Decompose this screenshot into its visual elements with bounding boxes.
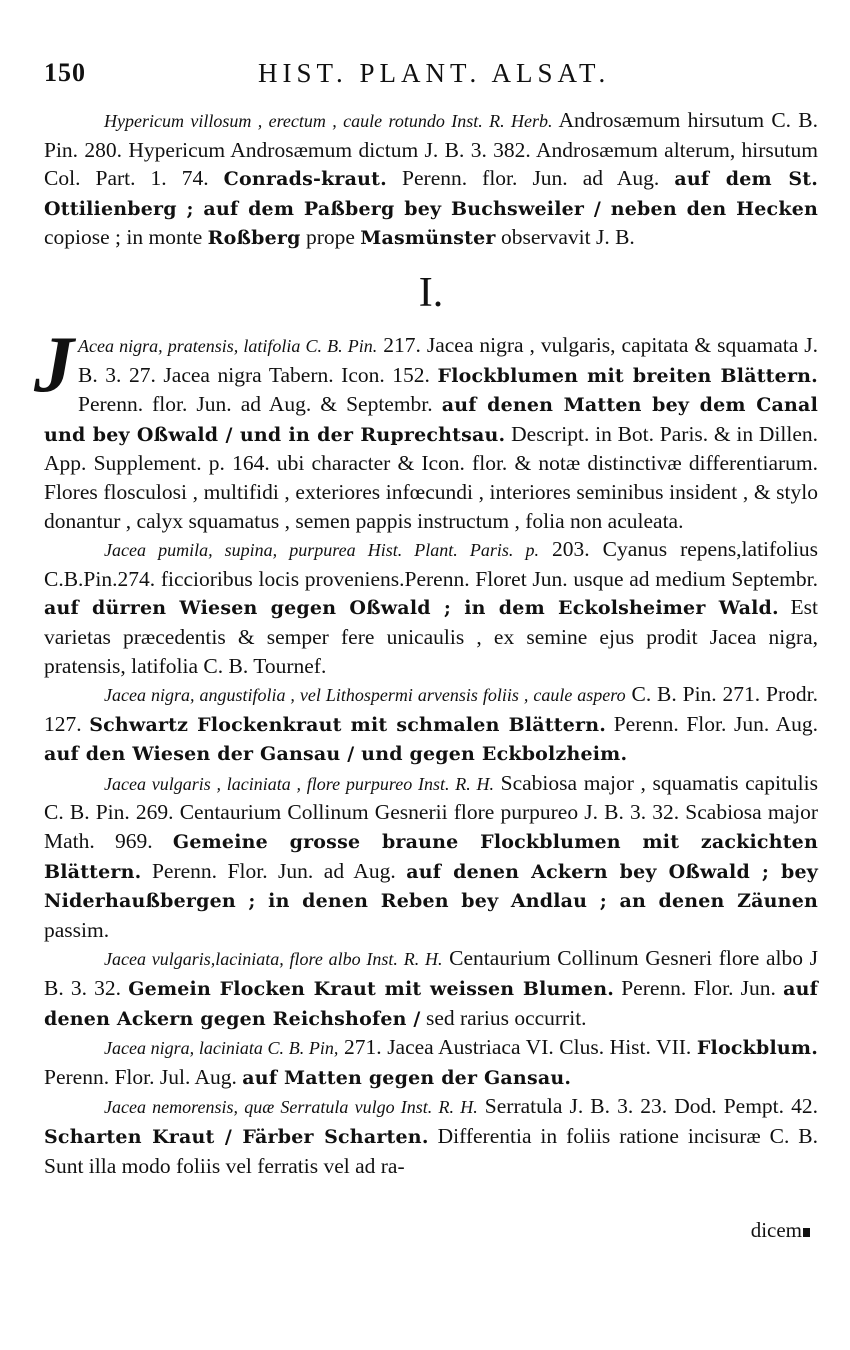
entry-text: observavit J. B. bbox=[501, 225, 635, 250]
german-name: Schwartz Flockenkraut mit schmalen Blättern. bbox=[89, 713, 607, 736]
german-locality: auf denen Ackern bey Oßwald ; bey Niderhaußbergen ; in denen Reben bey Andlau ; an denen Zäunen bbox=[44, 860, 819, 913]
entry-text: 217. Jacea nigra , vulgaris, capitata & squamata J. B. 3. 27. Jacea nigra Tabern. Icon. 152. bbox=[78, 332, 818, 387]
drop-capital: J bbox=[34, 320, 74, 409]
entry-text: Perenn. flor. Jun. ad Aug. bbox=[402, 166, 660, 191]
catchword-mark bbox=[803, 1228, 810, 1237]
catchword bbox=[751, 1218, 810, 1243]
entry-jacea-nigra bbox=[34, 320, 819, 535]
entry-text: Perenn. Flor. Jun. Aug. bbox=[613, 711, 818, 736]
entry-text: Differentia in foliis ratione incisuræ C. B. Sunt illa modo foliis vel ferratis vel ad ra- bbox=[44, 1124, 818, 1178]
entry-text: Perenn. flor. Jun. ad Aug. & Septembr. bbox=[78, 392, 433, 417]
entry-text: Centaurium Collinum Gesneri flore albo J B. 3. 32. bbox=[44, 946, 818, 1001]
species-name: Jacea nigra, angustifolia , vel Lithospermi arvensis foliis , caule aspero bbox=[104, 685, 626, 706]
entry-jacea-laciniata bbox=[44, 1033, 818, 1092]
german-name: Conrads-kraut. bbox=[223, 168, 387, 191]
species-name: Jacea nemorensis, quæ Serratula vulgo Inst. R. H. bbox=[104, 1097, 478, 1118]
species-name: Jacea vulgaris,laciniata, flore albo Inst. R. H. bbox=[104, 949, 443, 970]
german-locality: Roßberg bbox=[207, 227, 301, 250]
entry-text: Est varietas præcedentis & semper fere unicaulis , ex semine ejus prodit Jacea nigra, pratensis, latifolia C. B. Tournef. bbox=[44, 595, 819, 678]
entry-text: passim. bbox=[44, 917, 110, 942]
running-title: HIST. PLANT. ALSAT. bbox=[258, 58, 611, 88]
entry-jacea-vulgaris bbox=[44, 769, 818, 945]
body-text bbox=[34, 106, 819, 1180]
german-locality: auf denen Ackern gegen Reichshofen / bbox=[44, 978, 818, 1030]
german-name: Flockblumen mit breiten Blättern. bbox=[437, 364, 818, 387]
species-name: Jacea vulgaris , laciniata , flore purpureo Inst. R. H. bbox=[104, 773, 494, 794]
german-locality: auf denen Matten bey dem Canal und bey Oßwald / und in der Ruprechtsau. bbox=[44, 394, 818, 446]
entry-text: Descript. in Bot. Paris. & in Dillen. App. Supplement. p. 164. ubi character & Icon. flor. & notæ distinctivæ differentiarum. Flores flosculosi , multifidi , exteriores infœcundi , interiores seminibus insident , & stylo donantur , calyx squamatus , semen pappis instructum , folia non aculeata. bbox=[44, 421, 819, 533]
german-locality: auf dem St. Ottilienberg ; auf dem Paßberg bey Buchsweiler / neben den Hecken bbox=[44, 168, 819, 220]
entry-text: Perenn. Flor. Jun. ad Aug. bbox=[151, 858, 396, 883]
german-locality: auf den Wiesen der Gansau / und gegen Eckbolzheim. bbox=[44, 743, 628, 766]
entry-text: copiose ; in monte bbox=[44, 225, 203, 250]
entry-jacea-nemorensis bbox=[44, 1092, 818, 1180]
entry-text: prope bbox=[305, 225, 355, 250]
entry-text: Serratula J. B. 3. 23. Dod. Pempt. 42. bbox=[484, 1094, 818, 1119]
running-head bbox=[44, 56, 816, 96]
species-name: Jacea pumila, supina, purpurea Hist. Plant. Paris. p. bbox=[104, 540, 540, 561]
species-name: Jacea nigra, laciniata C. B. Pin, bbox=[104, 1038, 339, 1059]
german-locality: Masmünster bbox=[360, 227, 496, 250]
german-name: Gemein Flocken Kraut mit weissen Blumen. bbox=[128, 978, 615, 1001]
german-name: Flockblum. bbox=[696, 1037, 819, 1060]
entry-text: C. B. Pin. 271. Prodr. 127. bbox=[44, 682, 818, 736]
species-name: Hypericum villosum , erectum , caule rotundo Inst. R. Herb. bbox=[104, 111, 553, 131]
species-name: Acea nigra, pratensis, latifolia C. B. Pin. bbox=[78, 335, 378, 356]
entry-text: sed rarius occurrit. bbox=[425, 1005, 587, 1030]
entry-text: Perenn. Flor. Jun. bbox=[621, 976, 776, 1001]
german-locality: auf dürren Wiesen gegen Oßwald ; in dem Eckolsheimer Wald. bbox=[44, 597, 779, 620]
german-name: Scharten Kraut / Färber Scharten. bbox=[44, 1126, 429, 1148]
entry-text: Scabiosa major , squamatis capitulis C. B. Pin. 269. Centaurium Collinum Gesnerii flore purpureo J. B. 3. 32. Scabiosa major Math. 969. bbox=[44, 770, 818, 854]
entry-text: 271. Jacea Austriaca VI. Clus. Hist. VII. bbox=[344, 1035, 692, 1060]
german-name: Gemeine grosse braune Flockblumen mit zackichten Blättern. bbox=[44, 831, 818, 883]
entry-jacea-vulgaris-albo bbox=[44, 944, 818, 1033]
entry-text: 203. Cyanus repens,latifolius C.B.Pin.274. ficcioribus locis proveniens.Perenn. Floret Jun. usque ad medium Septembr. bbox=[44, 537, 818, 591]
entry-text: Androsæmum hirsutum C. B. Pin. 280. Hypericum Androsæmum dictum J. B. 3. 382. Androsæmum alterum, hirsutum Col. Part. 1. 74. bbox=[44, 108, 818, 191]
german-locality: auf Matten gegen der Gansau. bbox=[242, 1066, 572, 1089]
section-letter: I. bbox=[418, 269, 444, 316]
catchword-text: dicem bbox=[750, 1218, 802, 1242]
entry-text: Perenn. Flor. Jul. Aug. bbox=[44, 1064, 237, 1089]
entry-hypericum bbox=[44, 106, 818, 253]
entry-jacea-angustifolia bbox=[44, 680, 818, 769]
entry-jacea-pumila bbox=[44, 535, 818, 680]
page-number: 150 bbox=[44, 58, 86, 87]
